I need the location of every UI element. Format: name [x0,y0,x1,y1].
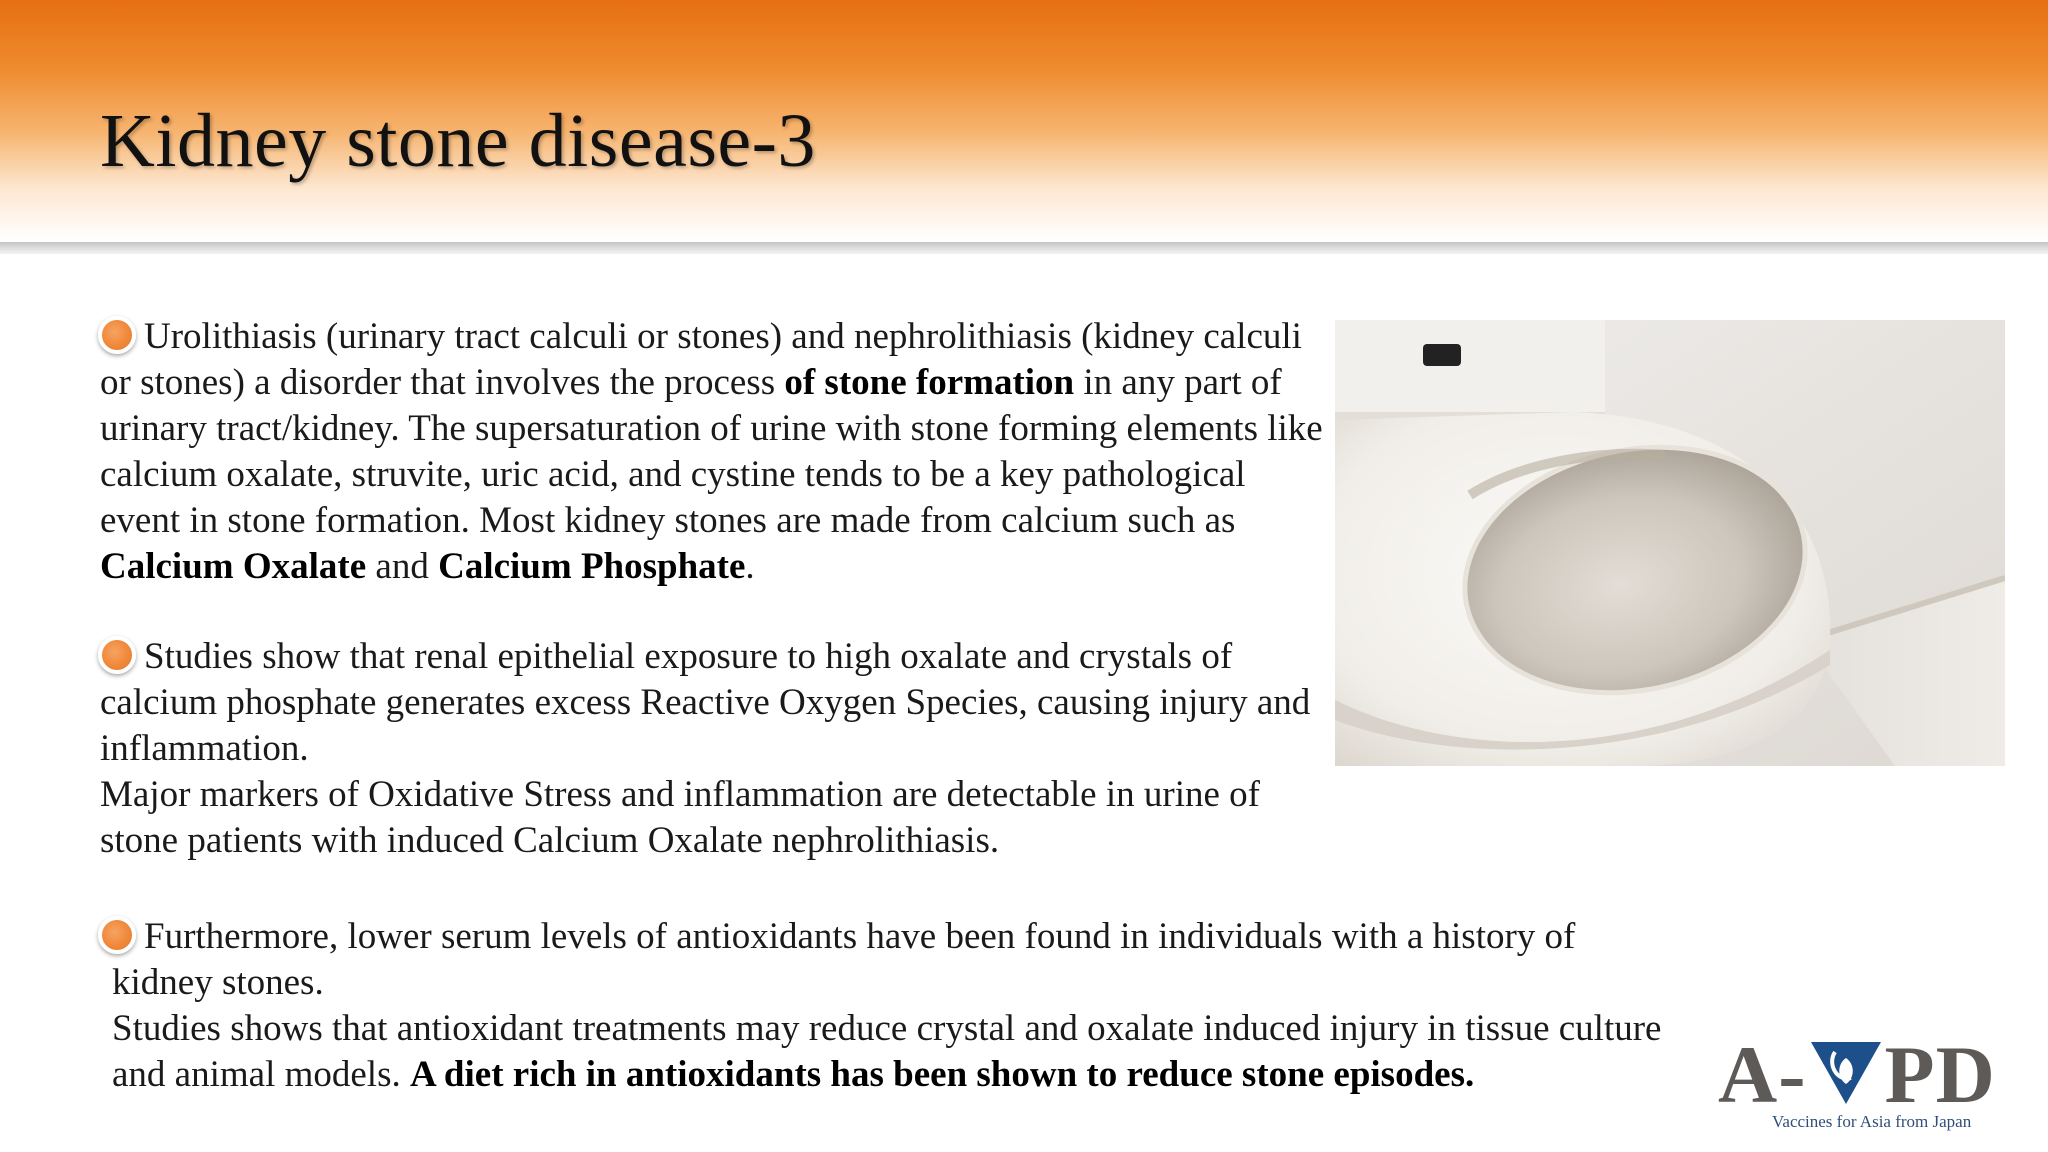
tank [1335,320,1605,420]
bullet-icon [98,916,136,954]
emphasis-text: A diet rich in antioxidants has been shown to reduce stone episodes. [410,1054,1475,1095]
bullet-paragraph-1 [100,314,1330,590]
bullet-icon [98,316,136,354]
v-heart-icon [1807,1038,1885,1108]
paragraph-text: . [745,546,755,587]
toilet-photo [1335,320,2005,766]
paragraph-text: in any part of urinary tract/kidney. The supersaturation of urine with stone forming elements like calcium oxalate, struvite, uric acid, and cystine tends to be a key pathological event in stone formation. Most kidney stones are made from calcium such as [100,362,1323,541]
bullet-paragraph-2 [100,634,1330,864]
logo-wordmark [1718,1030,2028,1120]
paragraph-text: Furthermore, lower serum levels of antioxidants have been found in individuals with a history of kidney stones. [112,916,1576,1003]
emphasis-text: Calcium Oxalate [100,546,367,587]
slide-title: Kidney stone disease-3 [100,99,816,183]
paragraph-continuation: Major markers of Oxidative Stress and inflammation are detectable in urine of stone patients with induced Calcium Oxalate nephrolithiasis. [100,774,1260,861]
logo-mark-right: PD [1884,1029,1996,1120]
logo-tagline: Vaccines for Asia from Japan [1772,1112,1972,1131]
paragraph-text: Studies show that renal epithelial exposure to high oxalate and crystals of calcium phosphate generates excess Reactive Oxygen Species, causing injury and inflammation. [100,636,1311,769]
paragraph-text: Urolithiasis (urinary tract calculi or stones) and nephrolithiasis (kidney calculi or stones) a disorder that involves the process [100,316,1302,403]
header-divider [0,242,2048,254]
emphasis-text: of stone formation [784,362,1075,403]
bullet-paragraph-3 [112,914,1672,1098]
emphasis-text: Calcium Phosphate [438,546,746,587]
paragraph-text: and [366,546,439,587]
a-vpd-logo [1712,1030,2032,1140]
bullet-icon [98,636,136,674]
toilet-illustration [1335,320,2005,766]
paragraph-continuation: Studies shows that antioxidant treatments may reduce crystal and oxalate induced injury in tissue culture and animal models. [112,1008,1662,1095]
sensor-window [1423,344,1461,366]
logo-mark-left: A- [1718,1029,1807,1120]
